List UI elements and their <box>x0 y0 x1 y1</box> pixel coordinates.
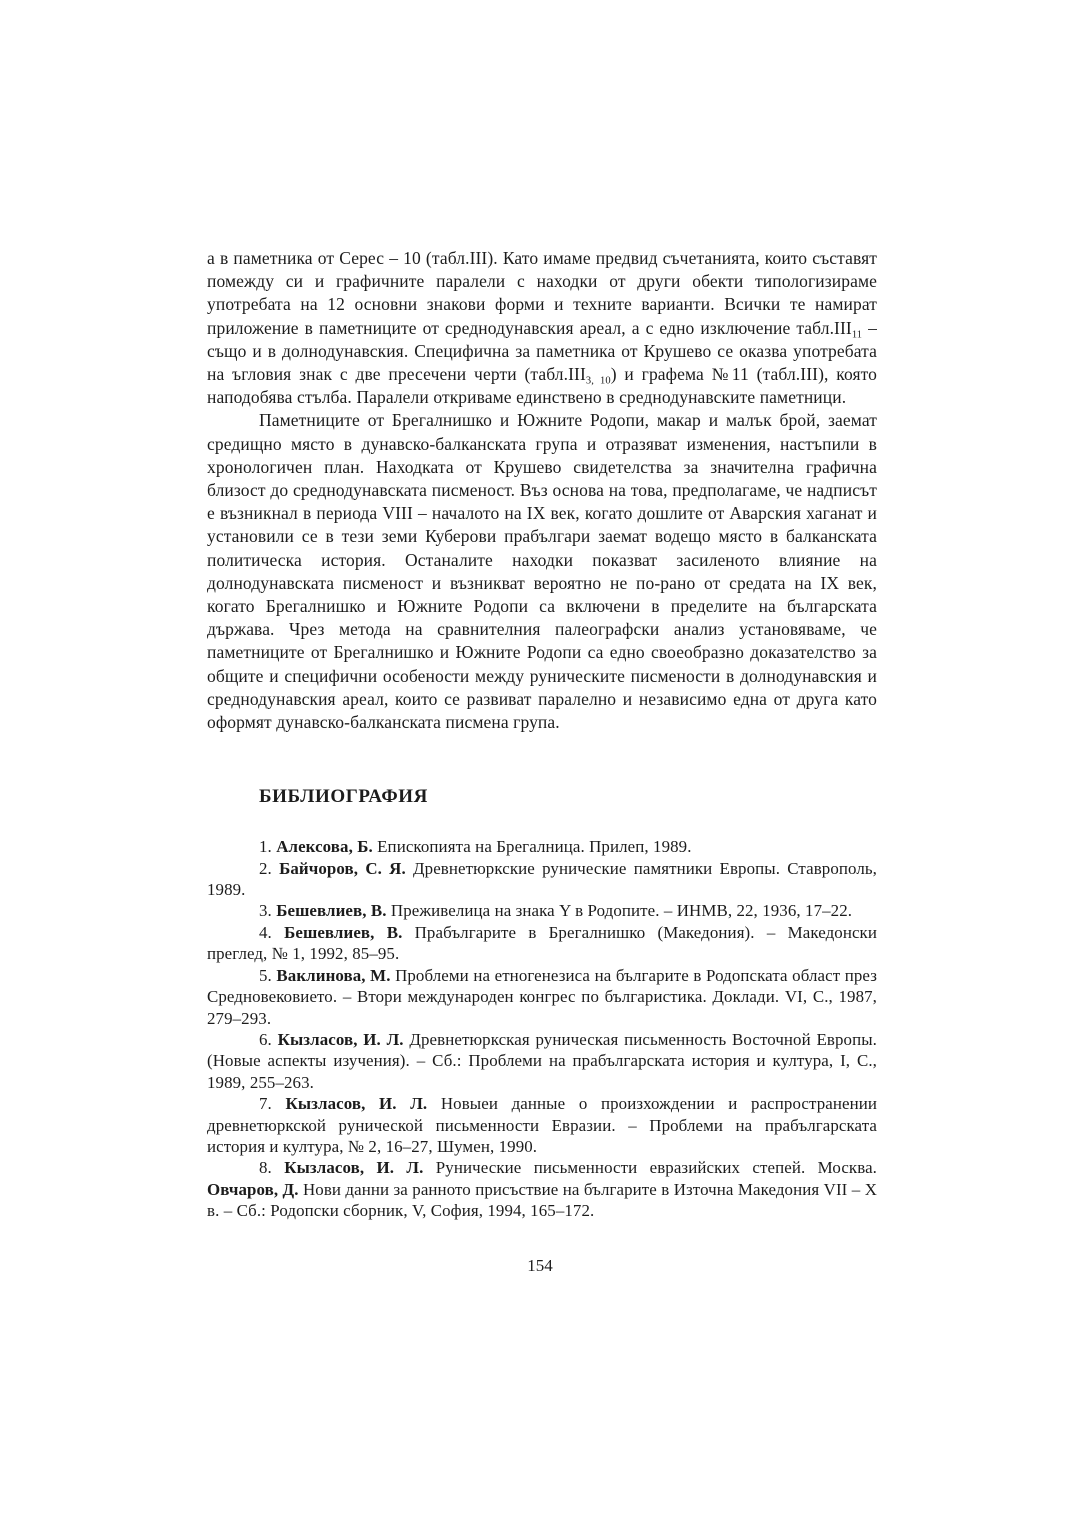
text-run: 1. <box>259 837 277 857</box>
author-name: Кызласов, И. Л. <box>285 1094 428 1114</box>
author-name: Алексова, Б. <box>276 837 373 857</box>
author-name: Ваклинова, М. <box>276 965 391 985</box>
text-run: 4. <box>259 922 285 942</box>
text-run: Епископията на Брегалница. Прилеп, 1989. <box>372 837 692 857</box>
page-number: 154 <box>527 1256 553 1275</box>
text-run: а в паметника от Серес – 10 (табл.III). Като имаме предвид съчетанията, които съставят помежду си и графичните паралели с находки от други обекти типологизираме употребата на 12 основни знакови форми и техните варианти. Всички те намират приложение в паметниците от среднодунавския ареал, а с едно изключение табл.III <box>207 248 877 338</box>
author-name: Овчаров, Д. <box>207 1179 299 1199</box>
text-run: Паметниците от Брегалнишко и Южните Родопи, макар и малък брой, заемат средищно място в дунавско-балканската група и отразяват изменения, настъпили в хронологичен план. Находката от Крушево свидетелства за значителна графична близост до среднодунавската писменост. Въз основа на това, предполагаме, че надписът е възникнал в периода VIII – началото на IX век, когато дошлите от Аварския хаганат и установили се в тези земи Куберови прабългари заемат водещо място в балканската политическа история. Останалите находки показват засиленото влияние на долнодунавската писменост и възникват вероятно не по-рано от средата на IX век, когато Брегалнишко и Южните Родопи са включени в пределите на българската държава. Чрез метода на сравнителния палеографски анализ установяваме, че паметниците от Брегалнишко и Южните Родопи са едно своеобразно доказателство за общите и специфични особености между руническите писмености в долнодунавския и среднодунавския ареал, които се развиват паралелно и независимо една от друга като оформят дунавско-балканската писмена група. <box>207 410 877 733</box>
text-run: Прабългарите в Брегалнишко (Македония). – Македонски преглед, № 1, 1992, 85–95. <box>207 922 878 964</box>
body-paragraphs <box>207 247 877 734</box>
bibliography-entry <box>207 965 877 1029</box>
text-run: Рунические письменности евразийских степей. Москва. <box>423 1158 877 1178</box>
text-run: Древнетюркская руническая письменность Восточной Европы. (Новые аспекты изучения). – Сб.: Проблеми на прабългарската история и култура, I, С., 1989, 255–263. <box>207 1029 877 1092</box>
text-run: 3. <box>259 901 277 921</box>
text-run: 8. <box>259 1158 285 1178</box>
text-column <box>207 247 877 1222</box>
author-name: Кызласов, И. Л. <box>284 1158 424 1178</box>
paragraph <box>207 247 877 409</box>
bibliography-entry <box>207 836 877 857</box>
text-run: Древнетюркские рунические памятники Европы. Ставрополь, 1989. <box>207 858 877 900</box>
bibliography-entry <box>207 1029 877 1093</box>
bibliography-entry <box>207 900 877 921</box>
author-name: Бешевлиев, В. <box>276 901 387 921</box>
text-run: Проблеми на етногенезиса на българите в Родопската област през Средновековието. – Втори международен конгрес по българистика. Доклади. VI, С., 1987, 279–293. <box>207 965 877 1028</box>
paragraph <box>207 409 877 734</box>
bibliography-heading: БИБЛИОГРАФИЯ <box>259 786 428 808</box>
subscript-text: 3, 10 <box>585 375 611 387</box>
author-name: Байчоров, С. Я. <box>279 858 406 878</box>
author-name: Кызласов, И. Л. <box>277 1029 404 1049</box>
bibliography-list <box>207 836 877 1221</box>
text-run: 2. <box>259 858 280 878</box>
subscript-text: 11 <box>851 329 863 341</box>
text-run: Новыеи данные о произхождении и распространении древнетюркской рунической письменности Евразии. – Проблеми на прабългарската история и култура, № 2, 16–27, Шумен, 1990. <box>207 1094 877 1156</box>
text-run: Нови данни за ранното присъствие на българите в Източна Македония VII – X в. – Сб.: Родопски сборник, V, София, 1994, 165–172. <box>207 1179 878 1221</box>
text-run: 7. <box>259 1094 286 1114</box>
bibliography-entry <box>207 1157 877 1221</box>
text-run: ) и графема №11 (табл.III), която наподобява стълба. Паралели откриваме единствено в среднодунавските паметници. <box>207 364 878 408</box>
author-name: Бешевлиев, В. <box>284 922 403 942</box>
text-run: 6. <box>259 1029 278 1049</box>
text-run: 5. <box>259 965 277 985</box>
bibliography-entry <box>207 922 877 965</box>
bibliography-entry <box>207 858 877 901</box>
text-run: – също и в долнодунавския. Специфична за паметника от Крушево се оказва употребата на ъгловия знак с две пресечени черти (табл.III <box>207 317 877 385</box>
text-run: Преживелица на знака Y в Родопите. – ИНМВ, 22, 1936, 17–22. <box>386 901 853 921</box>
bibliography-entry <box>207 1093 877 1157</box>
